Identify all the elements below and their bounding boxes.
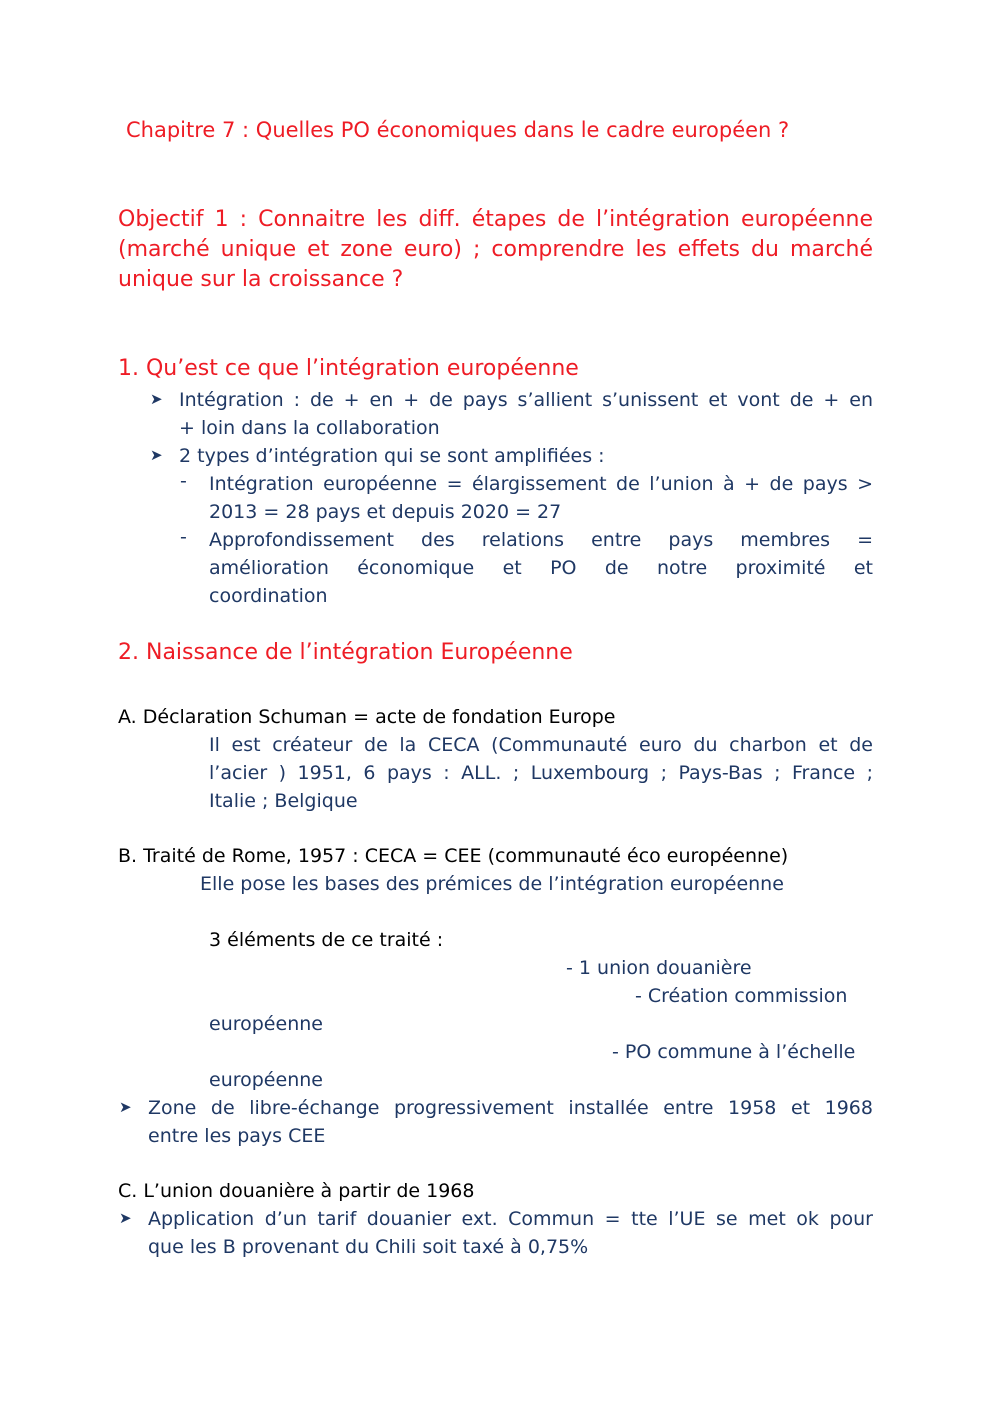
subsection-c-heading: C. L’union douanière à partir de 1968 [118,1180,475,1202]
subsection-b-bullet-cont: entre les pays CEE [148,1125,326,1147]
subsection-b-heading: B. Traité de Rome, 1957 : CECA = CEE (communauté éco européenne) [118,845,789,867]
section-1-heading: 1. Qu’est ce que l’intégration européenne [118,356,579,381]
subsection-a-heading: A. Déclaration Schuman = acte de fondation Europe [118,706,616,728]
section-1-bullet-2: 2 types d’intégration qui se sont amplifiées : [179,445,605,467]
subsection-c-bullet: Application d’un tarif douanier ext. Commun = tte l’UE se met ok pour [148,1208,873,1230]
section-1-bullet-1-cont: + loin dans la collaboration [179,417,440,439]
subsection-b-bullet: Zone de libre-échange progressivement installée entre 1958 et 1968 [148,1097,873,1119]
section-1-bullet-1: Intégration : de + en + de pays s’allient s’unissent et vont de + en [179,389,873,411]
section-1-dash-1-cont: 2013 = 28 pays et depuis 2020 = 27 [209,501,562,523]
section-2-heading: 2. Naissance de l’intégration Européenne [118,640,573,665]
subsection-b-item-1: - 1 union douanière [566,957,752,979]
arrow-bullet-icon: ➤ [119,1209,132,1227]
arrow-bullet-icon: ➤ [150,390,163,408]
section-1-dash-2: Approfondissement des relations entre pays membres = amélioration économique et PO de notre proximité et [209,529,873,579]
dash-bullet-icon: - [180,470,187,492]
subsection-b-elements-label: 3 éléments de ce traité : [209,929,444,951]
arrow-bullet-icon: ➤ [119,1098,132,1116]
subsection-b-item-3-cont: européenne [209,1069,323,1091]
subsection-b-text: Elle pose les bases des prémices de l’intégration européenne [200,873,784,895]
subsection-b-item-2-cont: européenne [209,1013,323,1035]
subsection-c-bullet-cont: que les B provenant du Chili soit taxé à 0,75% [148,1236,589,1258]
subsection-b-item-2: - Création commission [635,985,848,1007]
arrow-bullet-icon: ➤ [150,446,163,464]
section-1-dash-2-cont: coordination [209,585,328,607]
subsection-a-text: Il est créateur de la CECA (Communauté euro du charbon et de l’acier ) 1951, 6 pays : ALL. ; Luxembourg ; Pays-Bas ; France ; [209,734,873,784]
objective-paragraph: Objectif 1 : Connaitre les diff. étapes de l’intégration européenne (marché unique et zone euro) ; comprendre les effets du marché unique sur la croissance ? [118,207,873,292]
dash-bullet-icon: - [180,526,187,548]
chapter-title: Chapitre 7 : Quelles PO économiques dans le cadre européen ? [126,118,790,142]
section-1-dash-1: Intégration européenne = élargissement de l’union à + de pays > [209,473,873,495]
subsection-a-text-cont: Italie ; Belgique [209,790,358,812]
subsection-b-item-3: - PO commune à l’échelle [612,1041,856,1063]
